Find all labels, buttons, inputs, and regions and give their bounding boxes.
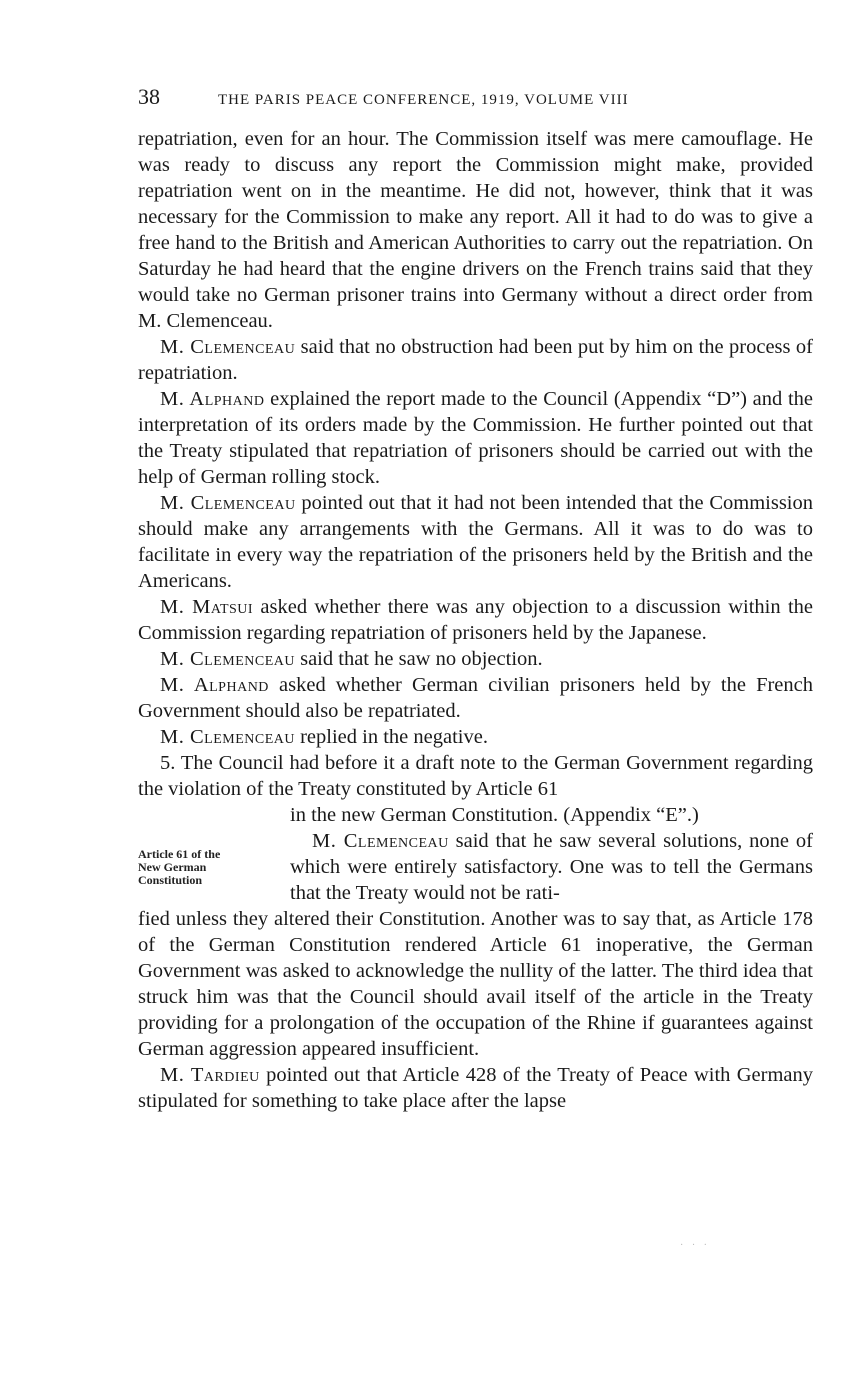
scan-artifact: · · · xyxy=(680,1240,710,1251)
paragraph-text: replied in the negative. xyxy=(294,726,488,748)
speaker-name: M. Clemenceau xyxy=(160,336,296,358)
paragraph-text: said that he saw several solutions, none of which were entirely satisfactory. One was to tell the Germans that the Treaty would not be rati- xyxy=(290,830,813,904)
page-number: 38 xyxy=(138,84,160,109)
paragraph-text: said that he saw no objection. xyxy=(294,648,543,670)
paragraph xyxy=(138,334,813,386)
paragraph xyxy=(138,1062,813,1114)
paragraph-text: fied unless they altered their Constitution. Another was to say that, as Article 178 of the German Constitution rendered Article 61 inoperative, the German Government was asked to acknowledge the nullity of the latter. The third idea that struck him was that the Council should avail itself of the article in the Treaty providing for a prolongation of the occupation of the Rhine if guarantees against German aggression appeared insufficient. xyxy=(138,908,813,1060)
paragraph-text: said that no obstruction had been put by him on the process of repatriation. xyxy=(138,336,813,384)
paragraph xyxy=(290,828,813,906)
speaker-name: M. Clemenceau xyxy=(160,648,295,670)
paragraph xyxy=(138,724,813,750)
paragraph xyxy=(138,386,813,490)
page-header xyxy=(138,84,813,118)
margin-note-line: New German xyxy=(138,860,207,874)
paragraph-text: pointed out that Article 428 of the Treaty of Peace with Germany stipulated for something to take place after the lapse xyxy=(138,1064,814,1112)
margin-note-line: Constitution xyxy=(138,873,203,887)
paragraph xyxy=(138,594,813,646)
speaker-name: M. Alphand xyxy=(160,674,269,696)
body-text xyxy=(138,126,813,1114)
paragraph-text: asked whether German civilian prisoners held by the French Government should also be repatriated. xyxy=(138,674,814,722)
margin-note-line: Article 61 of the xyxy=(138,847,221,861)
paragraph xyxy=(138,490,813,594)
float-text xyxy=(290,802,813,906)
margin-note-block xyxy=(138,802,813,906)
paragraph-text: in the new German Constitution. (Appendix “E”.) xyxy=(290,804,699,826)
paragraph-text: explained the report made to the Council (Appendix “D”) and the interpretation of its orders made by the Commission. He further pointed out that the Treaty stipulated that repatriation of prisoners should be carried out with the help of German rolling stock. xyxy=(138,388,813,488)
paragraph xyxy=(138,646,813,672)
document-page xyxy=(138,84,813,1114)
speaker-name: M. Clemenceau xyxy=(312,830,449,852)
speaker-name: M. Matsui xyxy=(160,596,254,618)
paragraph-text: pointed out that it had not been intended that the Commission should make any arrangements with the Germans. All it was to do was to facilitate in every way the repatriation of the prisoners held by the British and the Americans. xyxy=(138,492,814,592)
paragraph: repatriation, even for an hour. The Commission itself was mere camouflage. He was ready to discuss any report the Commission might make, provided repatriation went on in the meantime. He did not, however, think that it was necessary for the Commission to make any report. All it had to do was to give a free hand to the British and American Authorities to carry out the repatriation. On Saturday he had heard that the engine drivers on the French trains said that they would take no German prisoner trains into Germany without a direct order from M. Clemenceau. xyxy=(138,128,813,332)
paragraph-item-5: 5. The Council had before it a draft note to the German Government regarding the violation of the Treaty constituted by Article 61 xyxy=(138,752,813,800)
margin-note xyxy=(138,802,290,906)
speaker-name: M. Clemenceau xyxy=(160,492,296,514)
paragraph-text: asked whether there was any objection to a discussion within the Commission regarding repatriation of prisoners held by the Japanese. xyxy=(138,596,813,644)
paragraph xyxy=(138,672,813,724)
speaker-name: M. Clemenceau xyxy=(160,726,295,748)
speaker-name: M. Tardieu xyxy=(160,1064,260,1086)
running-head: THE PARIS PEACE CONFERENCE, 1919, VOLUME VIII xyxy=(218,92,629,108)
speaker-name: M. Alphand xyxy=(160,388,265,410)
